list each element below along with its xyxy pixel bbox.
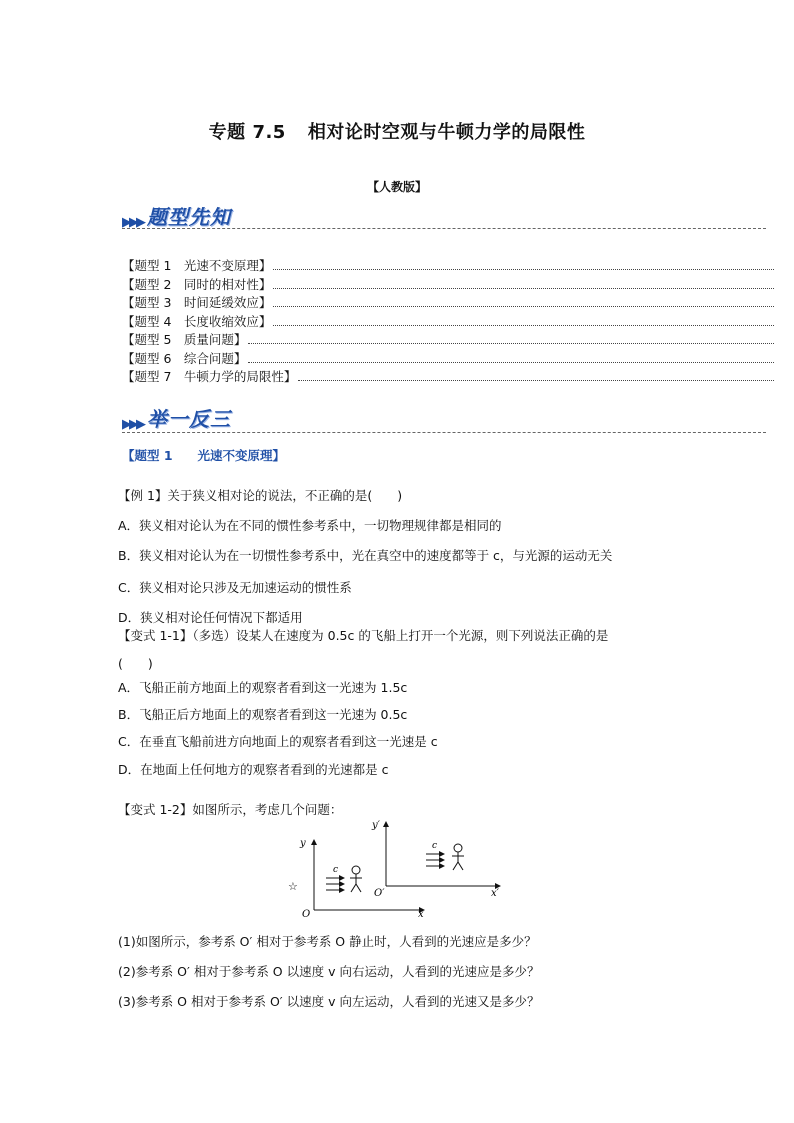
divider	[122, 432, 766, 433]
dot-leader	[273, 306, 774, 307]
dot-leader	[298, 380, 774, 381]
variant-1-1-stem: 【变式 1-1】（多选）设某人在速度为 0.5c 的飞船上打开一个光源，则下列说法正确的是	[118, 628, 609, 643]
x-prime-label: x′	[491, 888, 499, 899]
example-1-option-d: D．狭义相对论任何情况下都适用	[118, 610, 303, 625]
variant-1-1-option-b: B．飞船正后方地面上的观察者看到这一光速为 0.5c	[118, 707, 408, 722]
dot-leader	[273, 269, 774, 270]
divider	[122, 228, 766, 229]
example-1-option-c: C．狭义相对论只涉及无加速运动的惯性系	[118, 580, 352, 595]
variant-1-1-option-a: A．飞船正前方地面上的观察者看到这一光速为 1.5c	[118, 680, 408, 695]
light-speed-label: c	[333, 865, 339, 875]
variant-1-1-option-d: D．在地面上任何地方的观察者看到的光速都是 c	[118, 762, 389, 777]
variant-1-2-question-3: (3)参考系 O 相对于参考系 O′ 以速度 v 向左运动，人看到的光速又是多少？	[118, 994, 540, 1009]
toc-item[interactable]: 【题型 4 长度收缩效应】	[122, 312, 774, 330]
toc-item[interactable]: 【题型 6 综合问题】	[122, 349, 774, 367]
variant-1-1-option-c: C．在垂直飞船前进方向地面上的观察者看到这一光速是 c	[118, 734, 438, 749]
variant-1-2-question-2: (2)参考系 O′ 相对于参考系 O 以速度 v 向右运动，人看到的光速应是多少？	[118, 964, 540, 979]
light-speed-label: c	[432, 841, 438, 851]
toc-item[interactable]: 【题型 1 光速不变原理】	[122, 256, 774, 274]
variant-1-2-stem: 【变式 1-2】如图所示，考虑几个问题：	[118, 802, 343, 817]
title-number: 专题 7.5	[208, 122, 286, 143]
banner-question-types	[122, 200, 231, 230]
light-source-icon: ☆	[288, 880, 298, 893]
variant-1-2-question-1: (1)如图所示，参考系 O′ 相对于参考系 O 静止时，人看到的光速应是多少？	[118, 934, 537, 949]
x-label: x	[418, 909, 424, 918]
dot-leader	[273, 288, 774, 289]
example-1-option-b: B．狭义相对论认为在一切惯性参考系中，光在真空中的速度都等于 c，与光源的运动无关	[118, 548, 613, 563]
triple-arrow-icon: ▶▶▶	[122, 215, 143, 230]
example-1-option-a: A．狭义相对论认为在不同的惯性参考系中，一切物理规律都是相同的	[118, 518, 502, 533]
title-text: 相对论时空观与牛顿力学的局限性	[307, 122, 586, 143]
toc-item[interactable]: 【题型 2 同时的相对性】	[122, 275, 774, 293]
origin-o-label: O	[302, 909, 311, 918]
toc-item[interactable]: 【题型 3 时间延缓效应】	[122, 293, 774, 311]
person-icon	[452, 844, 464, 870]
dot-leader	[248, 343, 774, 344]
person-icon	[350, 866, 362, 892]
banner-title: 题型先知	[147, 205, 231, 229]
section-heading: 【题型 1 光速不变原理】	[122, 448, 286, 463]
banner-title: 举一反三	[147, 407, 231, 431]
toc-item[interactable]: 【题型 7 牛顿力学的局限性】	[122, 367, 774, 385]
y-prime-label: y′	[372, 820, 380, 831]
edition-label: 【人教版】	[366, 180, 427, 194]
triple-arrow-icon: ▶▶▶	[122, 417, 143, 432]
origin-o-prime-label: O′	[374, 888, 385, 899]
reference-frames-figure	[286, 816, 506, 918]
dot-leader	[248, 362, 774, 363]
toc-item[interactable]: 【题型 5 质量问题】	[122, 330, 774, 348]
banner-practice	[122, 402, 231, 432]
y-label: y	[300, 838, 306, 849]
page-title	[0, 118, 794, 144]
dot-leader	[273, 325, 774, 326]
example-1-stem: 【例 1】关于狭义相对论的说法，不正确的是( )	[118, 488, 403, 503]
variant-1-1-blank: ( )	[118, 656, 153, 671]
